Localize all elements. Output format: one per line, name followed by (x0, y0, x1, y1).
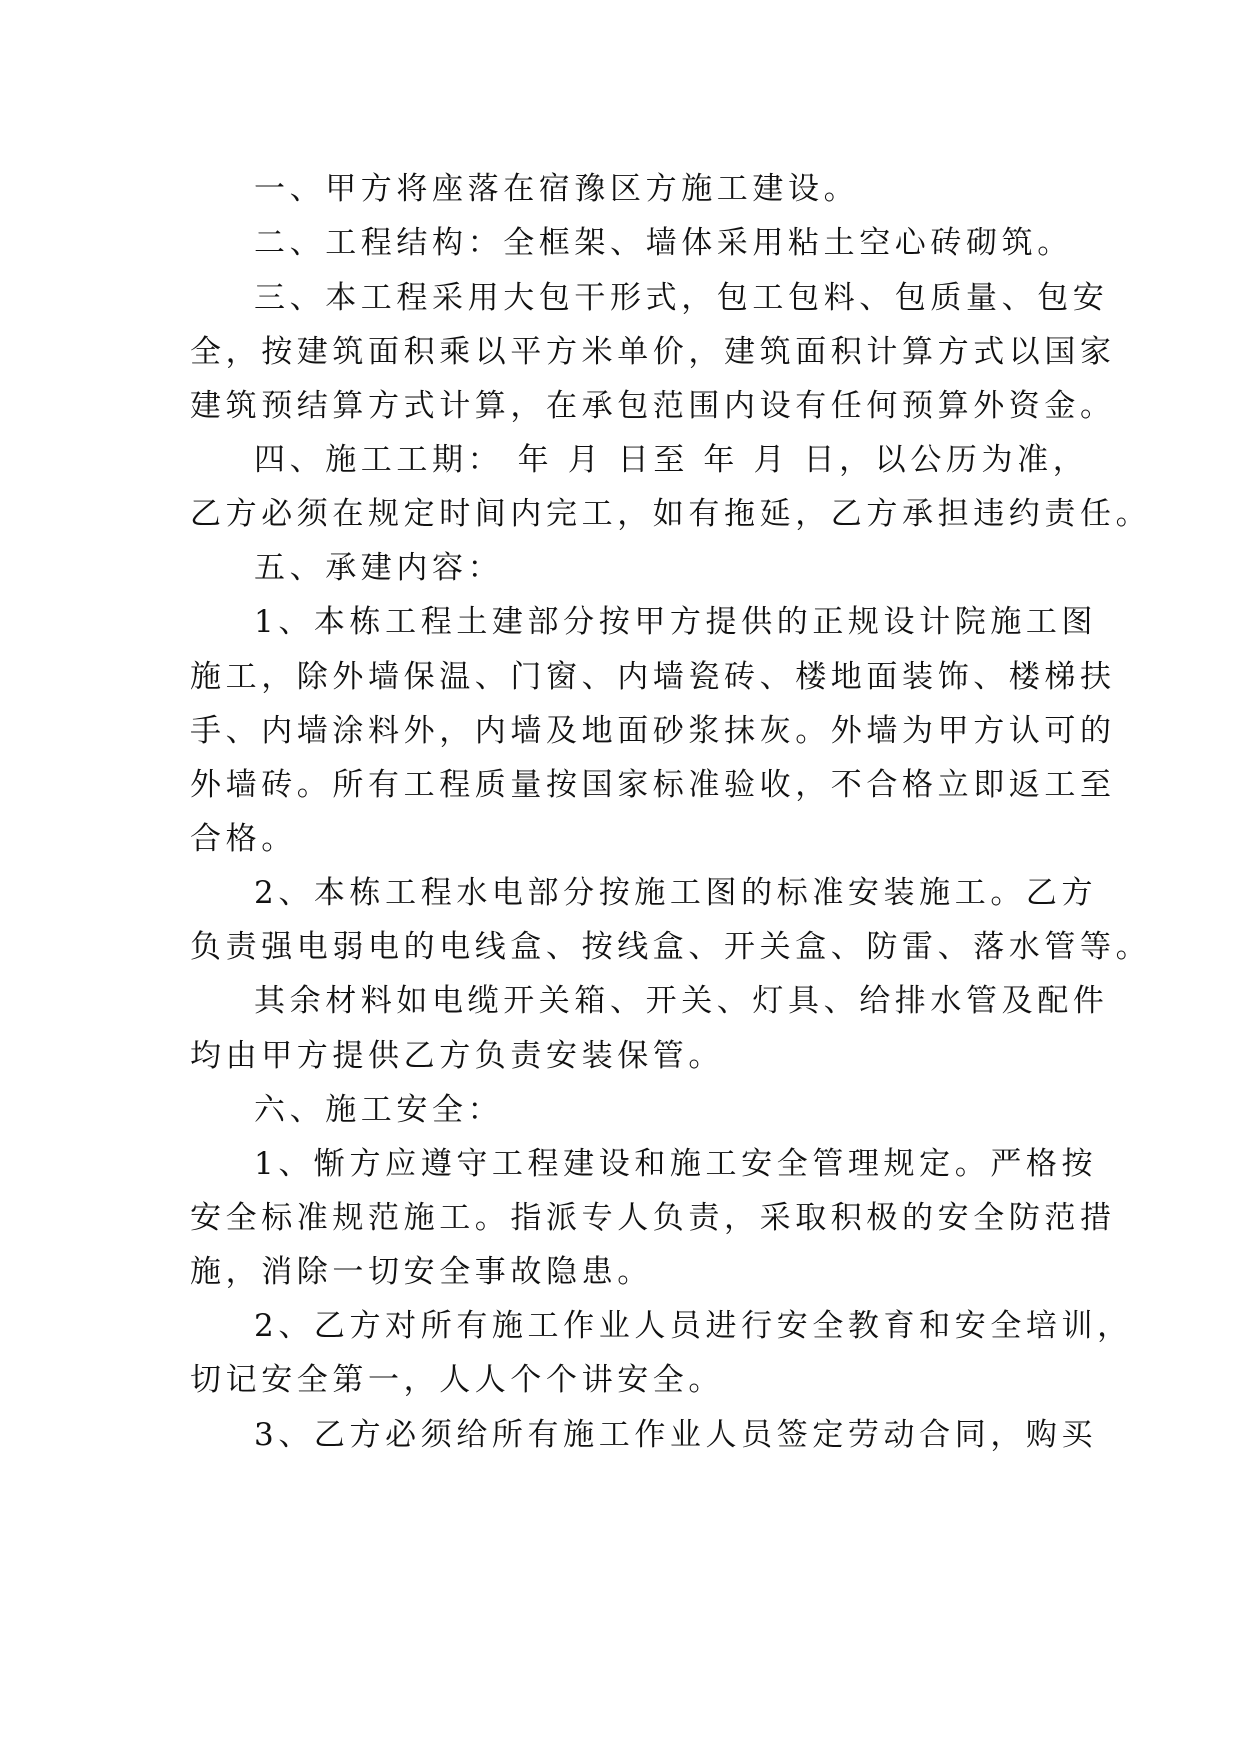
clause-3-line-2: 全，按建筑面积乘以平方米单价，建筑面积计算方式以国家 (190, 334, 1116, 370)
clause-6-item-2-line-1: 2、乙方对所有施工作业人员进行安全教育和安全培训， (254, 1308, 1133, 1344)
clause-2-line: 二、工程结构：全框架、墙体采用粘土空心砖砌筑。 (254, 225, 1073, 261)
clause-5-item-2-line-4: 均由甲方提供乙方负责安装保管。 (190, 1038, 724, 1074)
clause-5-item-2-line-3: 其余材料如电缆开关箱、开关、灯具、给排水管及配件 (254, 983, 1109, 1019)
clause-5-item-1-line-1: 1、本栋工程土建部分按甲方提供的正规设计院施工图 (254, 604, 1098, 640)
clause-4-line-2: 乙方必须在规定时间内完工，如有拖延，乙方承担违约责任。 (190, 496, 1152, 532)
clause-5-item-1-line-3: 手、内墙涂料外，内墙及地面砂浆抹灰。外墙为甲方认可的 (190, 713, 1116, 749)
clause-1-line: 一、甲方将座落在宿豫区方施工建设。 (254, 171, 860, 207)
clause-3-line-3: 建筑预结算方式计算，在承包范围内设有任何预算外资金。 (190, 388, 1116, 424)
clause-6-item-2-line-2: 切记安全第一，人人个个讲安全。 (190, 1362, 724, 1398)
clause-6-item-1-line-2: 安全标准规范施工。指派专人负责，采取积极的安全防范措 (190, 1200, 1116, 1236)
clause-6-heading: 六、施工安全： (254, 1092, 504, 1128)
clause-6-item-1-line-3: 施，消除一切安全事故隐患。 (190, 1254, 653, 1290)
clause-5-item-2-line-1: 2、本栋工程水电部分按施工图的标准安装施工。乙方 (254, 875, 1098, 911)
clause-4-line-1: 四、施工工期： 年 月 日至 年 月 日，以公历为准， (254, 442, 1089, 478)
clause-5-heading: 五、承建内容： (254, 550, 504, 586)
clause-6-item-3-line-1: 3、乙方必须给所有施工作业人员签定劳动合同，购买 (254, 1417, 1098, 1453)
clause-5-item-1-line-5: 合格。 (190, 821, 297, 857)
clause-5-item-1-line-2: 施工，除外墙保温、门窗、内墙瓷砖、楼地面装饰、楼梯扶 (190, 659, 1116, 695)
clause-5-item-2-line-2: 负责强电弱电的电线盒、按线盒、开关盒、防雷、落水管等。 (190, 929, 1152, 965)
clause-5-item-1-line-4: 外墙砖。所有工程质量按国家标准验收，不合格立即返工至 (190, 767, 1116, 803)
clause-3-line-1: 三、本工程采用大包干形式，包工包料、包质量、包安 (254, 280, 1109, 316)
clause-6-item-1-line-1: 1、惭方应遵守工程建设和施工安全管理规定。严格按 (254, 1146, 1098, 1182)
